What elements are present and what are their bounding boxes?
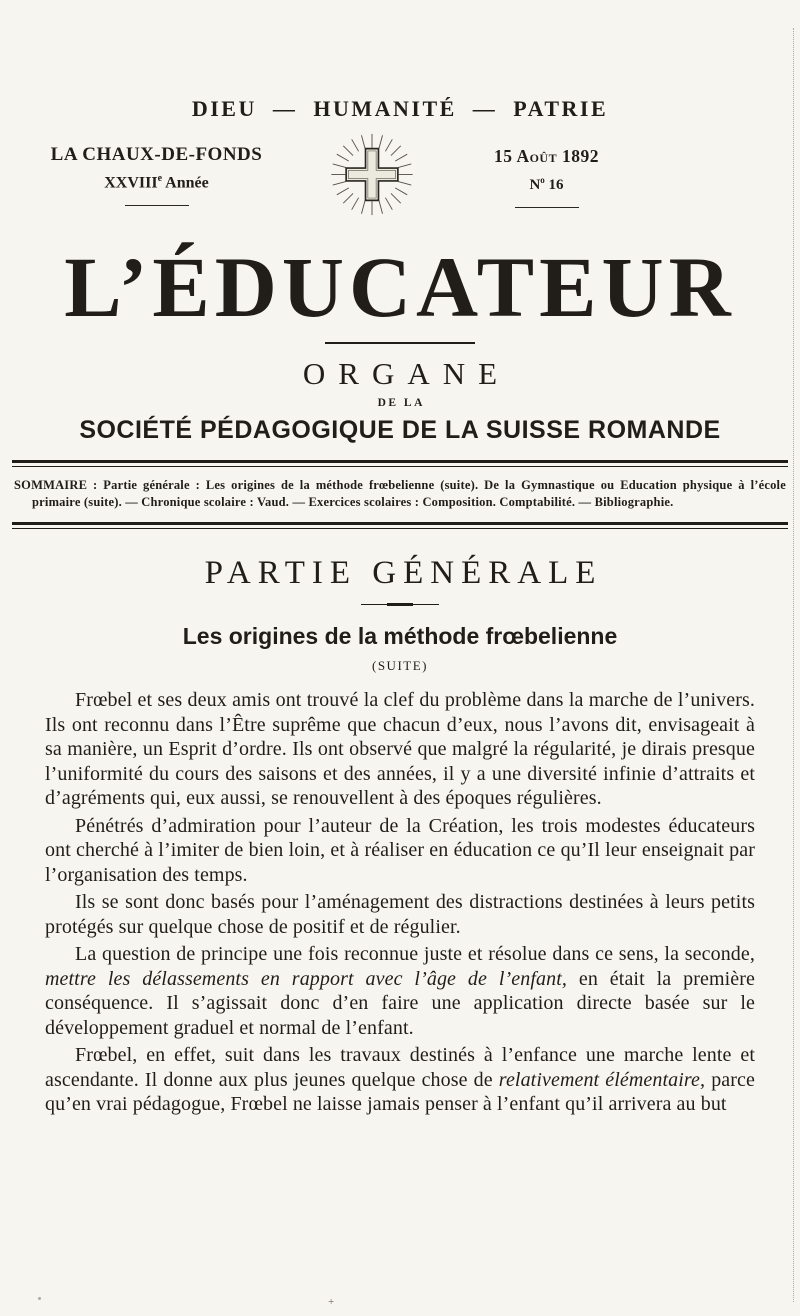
motto: DIEU — HUMANITÉ — PATRIE [191, 96, 609, 121]
issue-info-row [44, 138, 756, 230]
article-body [45, 688, 755, 1117]
section-divider [361, 604, 439, 607]
issue-year-word: Année [165, 174, 209, 192]
paragraph-5: Frœbel, en effet, suit dans les travaux destinés à l’enfance une marche lente et ascendante. Il donne aux plus jeunes quelque chose de relativement élémentaire, parce qu’en vrai pédagogue, Frœbel ne laisse jamais penser à l’enfant qu’il arrivera au but [45, 1044, 755, 1115]
short-divider [515, 207, 579, 208]
double-rule-bottom [12, 522, 788, 529]
short-divider [125, 205, 189, 206]
sommaire-label: SOMMAIRE : [14, 478, 98, 492]
double-rule-top [12, 460, 788, 467]
issue-place: LA CHAUX-DE-FONDS [50, 144, 263, 165]
issue-year [44, 173, 269, 192]
issue-number-prefix: N [529, 177, 541, 193]
section-title: PARTIE GÉNÉRALE [204, 555, 603, 591]
journal-title: L’ÉDUCATEUR [64, 239, 736, 335]
sommaire [14, 477, 786, 510]
sunburst-cross-icon [321, 132, 423, 217]
article-subtitle: (SUITE) [372, 658, 428, 673]
paragraph-3: Ils se sont donc basés pour l’aménagement des distractions destinées à leurs petits protégés sur quelque chose de positif et de régulier. [45, 891, 755, 938]
issue-number [459, 175, 634, 194]
organ-line: ORGANE [302, 356, 511, 391]
scan-registration-mark: + [328, 1296, 335, 1308]
issue-date-block [459, 138, 634, 208]
society-line: SOCIÉTÉ PÉDAGOGIQUE DE LA SUISSE ROMANDE [79, 416, 721, 444]
issue-year-sup: e [157, 173, 163, 184]
paragraph-2: Pénétrés d’admiration pour l’auteur de la Création, les trois modestes éducateurs ont cherché à l’imiter de bien loin, et à réaliser en éducation ce qu’Il leur enseignait par l’organisation des temps. [45, 814, 755, 886]
issue-number-value: 16 [548, 177, 564, 193]
article-title: Les origines de la méthode frœbelienne [182, 623, 618, 649]
paragraph-1: Frœbel et ses deux amis ont trouvé la clef du problème dans la marche de l’univers. Ils ont reconnu dans l’Être suprême que chacun d’eux, nous l’avons dit, envisageait à sa manière, un Esprit d’ordre. Ils ont observé que malgré la régularité, je dirais presque l’uniformité du cours des saisons et des années, il y a une diversité infinie d’attraits et d’agréments qui, eux aussi, se renouvellent à des époques régulières. [45, 689, 755, 809]
issue-place-block [44, 138, 269, 206]
issue-number-sup: o [540, 175, 545, 185]
sommaire-text: Partie générale : Les origines de la méthode frœbelienne (suite). De la Gymnastique ou Education physique à l’école primaire (suite). — Chronique scolaire : Vaud. — Exercices scolaires : Composition. Comptabilité. — Bibliographie. [32, 478, 786, 509]
swiss-cross-emblem [297, 132, 447, 222]
title-divider [325, 342, 475, 344]
issue-date: 15 Août 1892 [494, 146, 599, 166]
paragraph-4: La question de principe une fois reconnue juste et résolue dans ce sens, la seconde, mettre les délassements en rapport avec l’âge de l’enfant, en était la première conséquence. Il s’agissait donc d’en faire une application directe basée sur le développement graduel et normal de l’enfant. [45, 943, 755, 1039]
issue-year-roman: XXVIII [104, 174, 158, 192]
of-the-line: DE LA [377, 397, 425, 409]
scan-dot-artifact [38, 1297, 41, 1300]
scan-edge-artifact [793, 28, 794, 1302]
